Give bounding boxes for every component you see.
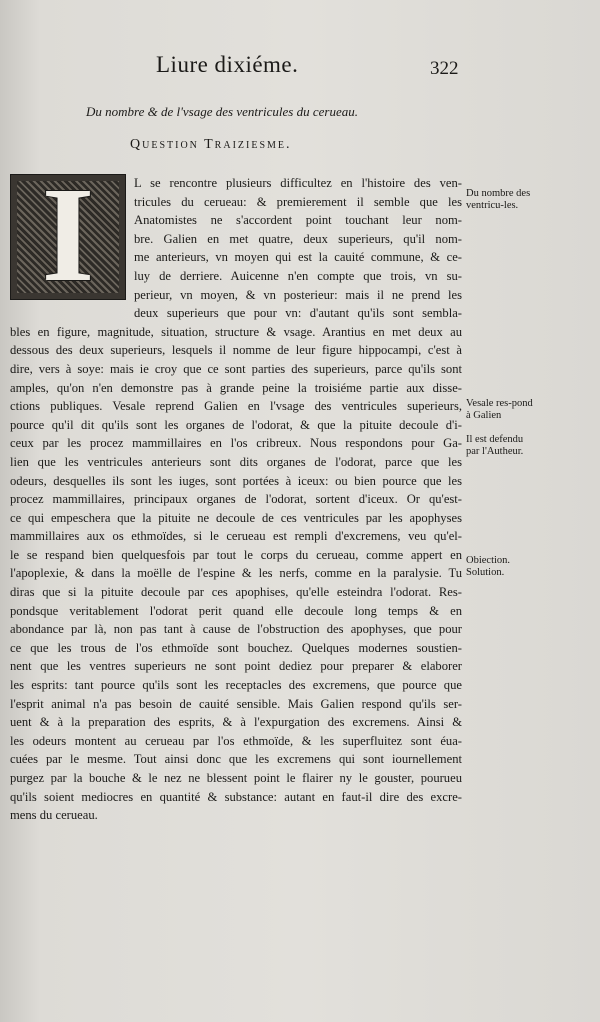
body-line: dire, vers à soye: mais ie croy que ce sont parties des superieurs, parce qu'ils sont: [10, 361, 462, 376]
body-line: amples, qu'on n'en demonstre pas à grande peine la troisiéme partie aux disse-: [10, 380, 462, 395]
body-line: dessous des deux superieurs, lesquels il nomme de leur figure hippocampi, c'est à: [10, 343, 462, 358]
body-line: ctions publiques. Vesale reprend Galien en l'vsage des ventricules superieurs,: [10, 399, 462, 414]
body-line: qu'ils soient mediocres en quantité & substance: autant en faut-il dire des excre-: [10, 789, 462, 804]
body-line: L se rencontre plusieurs difficultez en l'histoire des ven-: [134, 176, 462, 190]
body-line: uent & à la preparation des esprits, & à l'expurgation des excremens. Ainsi &: [10, 715, 462, 730]
body-line: pondsque veritablement l'odorat perit quand elle decoule long temps & en: [10, 603, 462, 618]
body-line: les esprits: tant pource qu'ils sont les receptacles des excremens, que pource que: [10, 678, 462, 693]
body-line: bre. Galien en met quatre, deux superieurs, qu'il nom-: [134, 231, 462, 246]
body-line: mens du cerueau.: [10, 808, 98, 823]
body-line: abondance par là, non pas tant à cause de l'obstruction des apophyses, que pour: [10, 622, 462, 637]
body-line: diras que si la pituite decoule par ces apophises, qu'elle esteindra l'odorat. Res-: [10, 585, 462, 600]
body-text: [10, 174, 462, 825]
margin-note-objection: Obiection. Solution.: [466, 555, 511, 578]
body-line: odeurs, desquelles ils sont les iuges, sont portées à iceux: ou bien pource que les: [10, 473, 462, 488]
body-line: perieur, vn moyen, & vn posterieur: mais il ne prend les: [134, 287, 462, 302]
margin-note-vesale: Vesale res-pond à Galien: [466, 398, 533, 421]
body-line: procez mammillaires, principaux organes de l'odorat, sortent d'iceux. Or qu'est-: [10, 492, 462, 507]
page-number: 322: [430, 58, 459, 79]
margin-note-ventricle-count: Du nombre des ventricu-les.: [466, 188, 531, 211]
body-line: les odeurs montent au cerueau par l'os ethmoïde, & les superfluitez sont éua-: [10, 733, 462, 748]
body-line: tricules du cerueau: & premierement il semble que les: [134, 194, 462, 209]
question-heading: Question Traiziesme.: [130, 137, 292, 152]
body-line: l'esprit animal n'a pas besoin de cauité sensible. Mais Galien respond qu'ils ser-: [10, 696, 462, 711]
body-line: pource qu'il dit qu'ils sont les organes de l'odorat, & que la pituite decoule d'i-: [10, 417, 462, 432]
body-line: deux superieurs que pour vn: d'autant qu'ils sont sembla-: [134, 306, 462, 321]
body-line: ceux par les procez mammillaires en l'os cribreux. Nous respondons pour Ga-: [10, 436, 462, 451]
body-line: luy de derriere. Auicenne n'en compte que trois, vn su-: [134, 268, 462, 283]
margin-note-defended: Il est defendu par l'Autheur.: [466, 434, 524, 457]
body-line: bles en figure, magnitude, situation, structure & vsage. Arantius en met deux au: [10, 324, 462, 339]
body-line: me anterieurs, vn moyen qui est la cauité commune, & ce-: [134, 250, 462, 265]
body-line: cuées par le mesme. Tout ainsi donc que les excremens qui sont iournellement: [10, 752, 462, 767]
body-line: l'apoplexie, & dans la moëlle de l'espine & les nerfs, comme en la paralysie. Tu: [10, 566, 462, 581]
body-line: lien que les ventricules anterieurs sont dits organes de l'odorat, parce que les: [10, 454, 462, 469]
body-line: Anatomistes ne s'accordent point touchant leur nom-: [134, 213, 462, 228]
body-line: le se respand bien quelquesfois par tout le corps du cerueau, comme appert en: [10, 547, 462, 562]
body-line: purgez par la bouche & le nez ne blessent point le flairer ny le gouster, pourueu: [10, 771, 462, 785]
body-line: mammillaires aux os ethmoïdes, si le cerueau est rempli d'excremens, veu qu'el-: [10, 529, 462, 544]
running-header-title: Liure dixiéme.: [156, 52, 299, 77]
body-line: ce que les trous de l'os ethmoïde sont bouchez. Quelques modernes soustien-: [10, 640, 462, 655]
body-line: ce qui empeschera que la pituite ne decoule de ces ventricules par les apophyses: [10, 510, 462, 525]
drop-cap-letter: I: [41, 174, 95, 300]
section-title: Du nombre & de l'vsage des ventricules du cerueau.: [86, 104, 358, 119]
body-line: nent que les ventres superieurs ne sont point dediez pour preparer & elaborer: [10, 659, 462, 674]
